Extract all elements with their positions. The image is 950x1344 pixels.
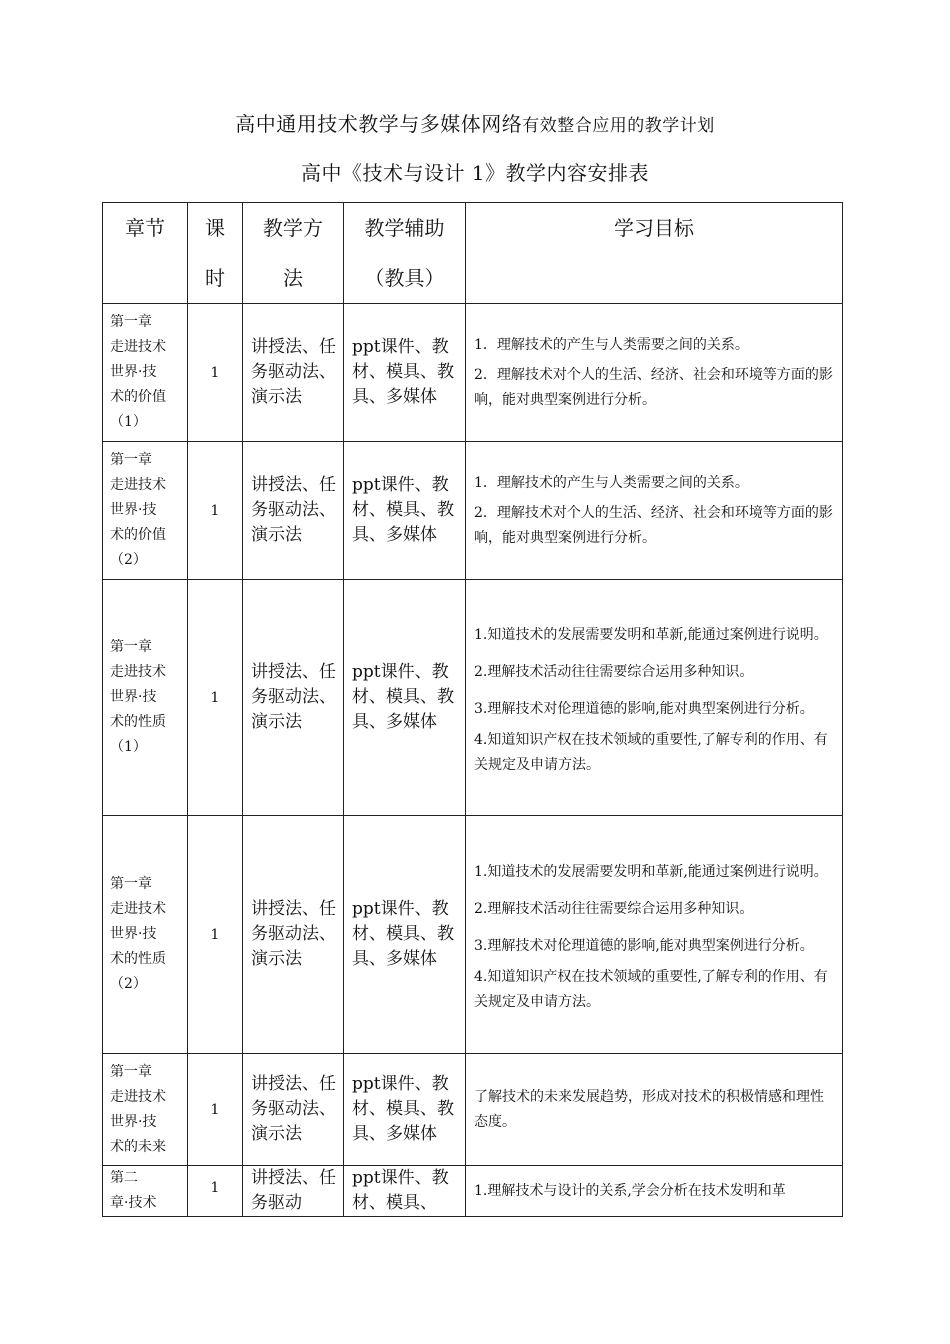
method-cell: 讲授法、任务驱动法、演示法 [243, 580, 344, 816]
chapter-line: 走进技术 [110, 664, 166, 680]
goal-item: 1．理解技术的产生与人类需要之间的关系。 [474, 474, 749, 491]
method-cell: 讲授法、任务驱动法、演示法 [243, 304, 344, 442]
header-hours-line1: 课 [205, 216, 225, 240]
chapter-line: 术的性质 [110, 951, 166, 967]
method-cell: 讲授法、任务驱动法、演示法 [243, 442, 344, 580]
aid-cell: ppt课件、教材、模具、教具、多媒体 [344, 580, 466, 816]
header-goal-label: 学习目标 [614, 216, 694, 240]
chapter-line: 第一章 [110, 639, 152, 655]
goal-item: 4.知道知识产权在技术领域的重要性,了解专利的作用、有关规定及申请方法。 [474, 969, 828, 1010]
goal-item: 1．理解技术的产生与人类需要之间的关系。 [474, 336, 749, 353]
header-aid-line1: 教学辅助 [364, 216, 445, 240]
hours-cell: 1 [188, 1166, 243, 1217]
goal-item: 2．理解技术对个人的生活、经济、社会和环境等方面的影响，能对典型案例进行分析。 [474, 504, 833, 546]
header-goal [466, 203, 843, 304]
chapter-cell [103, 580, 188, 816]
goal-cell [466, 442, 843, 580]
chapter-line: 第一章 [110, 452, 152, 468]
table-row [103, 816, 843, 1054]
aid-cell: ppt课件、教材、模具、教具、多媒体 [344, 442, 466, 580]
chapter-line: 第二 [110, 1170, 138, 1186]
hours-cell: 1 [188, 816, 243, 1054]
method-cell: 讲授法、任务驱动 [243, 1166, 344, 1217]
hours-cell: 1 [188, 304, 243, 442]
goal-item: 1.知道技术的发展需要发明和革新,能通过案例进行说明。 [474, 864, 828, 880]
chapter-line: 第一章 [110, 314, 152, 330]
goal-item: 3.理解技术对伦理道德的影响,能对典型案例进行分析。 [474, 701, 814, 717]
chapter-line: （2） [110, 976, 147, 992]
header-hours-line2: 时 [205, 266, 225, 290]
table-row [103, 442, 843, 580]
chapter-line: 术的价值 [110, 389, 166, 405]
chapter-line: （1） [110, 414, 147, 430]
goal-item: 4.知道知识产权在技术领域的重要性,了解专利的作用、有关规定及申请方法。 [474, 732, 828, 773]
header-chapter [103, 203, 188, 304]
hours-cell: 1 [188, 442, 243, 580]
aid-cell: ppt课件、教材、模具、教具、多媒体 [344, 304, 466, 442]
chapter-line: （2） [110, 552, 147, 568]
chapter-line: 走进技术 [110, 339, 166, 355]
chapter-line: 术的性质 [110, 714, 166, 730]
chapter-line: 世界·技 [110, 364, 157, 380]
hours-cell: 1 [188, 1054, 243, 1166]
chapter-line: 章·技术 [110, 1195, 157, 1211]
aid-cell: ppt课件、教材、模具、 [344, 1166, 466, 1217]
aid-cell: ppt课件、教材、模具、教具、多媒体 [344, 1054, 466, 1166]
table-row [103, 1166, 843, 1217]
chapter-line: 走进技术 [110, 477, 166, 493]
goal-cell [466, 1166, 843, 1217]
chapter-line: 第一章 [110, 1063, 152, 1080]
table-row [103, 304, 843, 442]
goal-item: 1.理解技术与设计的关系,学会分析在技术发明和革 [474, 1182, 786, 1199]
goal-item: 了解技术的未来发展趋势，形成对技术的积极情感和理性态度。 [474, 1088, 824, 1130]
goal-item: 2.理解技术活动往往需要综合运用多种知识。 [474, 664, 754, 680]
header-aid-line2: （教具） [364, 266, 445, 290]
teaching-plan-table [102, 202, 843, 1217]
goal-cell [466, 304, 843, 442]
goal-cell [466, 816, 843, 1054]
goal-item: 2．理解技术对个人的生活、经济、社会和环境等方面的影响，能对典型案例进行分析。 [474, 366, 833, 408]
chapter-cell [103, 816, 188, 1054]
header-chapter-label: 章节 [125, 216, 165, 240]
hours-cell: 1 [188, 580, 243, 816]
header-method-line1: 教学方 [263, 216, 323, 240]
chapter-cell [103, 1166, 188, 1217]
header-hours [188, 203, 243, 304]
table-row [103, 1054, 843, 1166]
header-aid [344, 203, 466, 304]
goal-cell [466, 580, 843, 816]
table-subtitle: 高中《技术与设计 1》教学内容安排表 [300, 161, 650, 185]
aid-cell: ppt课件、教材、模具、教具、多媒体 [344, 816, 466, 1054]
goal-item: 3.理解技术对伦理道德的影响,能对典型案例进行分析。 [474, 938, 814, 954]
method-cell: 讲授法、任务驱动法、演示法 [243, 816, 344, 1054]
chapter-line: 世界·技 [110, 689, 157, 705]
goal-item: 2.理解技术活动往往需要综合运用多种知识。 [474, 901, 754, 917]
chapter-line: 世界·技 [110, 502, 157, 518]
chapter-line: 走进技术 [110, 1088, 166, 1105]
method-cell: 讲授法、任务驱动法、演示法 [243, 1054, 344, 1166]
goal-item: 1.知道技术的发展需要发明和革新,能通过案例进行说明。 [474, 627, 828, 643]
header-method-line2: 法 [283, 266, 303, 290]
chapter-line: 世界·技 [110, 926, 157, 942]
chapter-line: （1） [110, 739, 147, 755]
chapter-line: 第一章 [110, 876, 152, 892]
chapter-cell [103, 304, 188, 442]
title-main: 高中通用技术教学与多媒体网络 [235, 112, 523, 136]
chapter-cell [103, 442, 188, 580]
document-title [0, 108, 950, 137]
header-method [243, 203, 344, 304]
chapter-line: 走进技术 [110, 901, 166, 917]
table-row [103, 580, 843, 816]
goal-cell [466, 1054, 843, 1166]
chapter-cell [103, 1054, 188, 1166]
chapter-line: 术的价值 [110, 527, 166, 543]
chapter-line: 术的未来 [110, 1138, 166, 1155]
chapter-line: 世界·技 [110, 1113, 157, 1130]
title-small: 有效整合应用的教学计划 [522, 116, 715, 136]
header-row [103, 203, 843, 304]
